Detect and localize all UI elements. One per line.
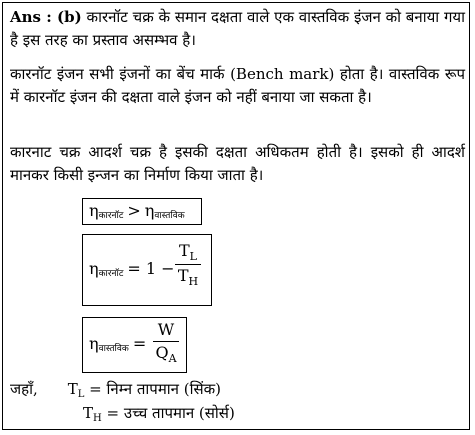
- where-line-1: [10, 378, 221, 403]
- fraction-numerator: W: [157, 320, 175, 339]
- equals-operator: =: [132, 334, 147, 353]
- denominator-subscript: H: [188, 275, 199, 288]
- fraction-bar: [153, 341, 179, 342]
- eta-subscript-carnot: कारनॉट: [98, 269, 124, 279]
- eta-subscript-carnot: कारनॉट: [98, 211, 124, 221]
- where-line-2: [10, 402, 235, 427]
- answer-line-1: कारनॉट चक्र के समान दक्षता वाले एक वास्तविक इंजन को बनाया गया है इस तरह का प्रस्ताव असम्भव है।: [10, 8, 466, 49]
- work-heat-fraction: [153, 320, 179, 365]
- denominator-symbol: Q: [155, 343, 169, 362]
- equation-1: [89, 201, 185, 220]
- eta-subscript-actual: वास्तविक: [98, 344, 129, 354]
- equation-3-lhs: [89, 334, 150, 353]
- eta-symbol: η: [144, 201, 155, 220]
- fraction-numerator: [175, 241, 201, 263]
- greater-than-operator: >: [127, 201, 141, 220]
- eta-symbol: η: [89, 201, 99, 220]
- eta-subscript-actual: वास्तविक: [154, 211, 185, 221]
- fraction-denominator: [175, 266, 201, 288]
- fraction-denominator: [153, 343, 179, 365]
- where-label: जहाँ,: [10, 380, 38, 398]
- denominator-subscript: A: [168, 352, 177, 365]
- answer-paragraph-2: कारनॉट इंजन सभी इंजनों का बेंच मार्क (Bench mark) होता है। वास्तविक रूप में कारनॉट इंजन की दक्षता वाले इंजन को नहीं बनाया जा सकता है।: [10, 65, 465, 106]
- answer-paragraph-3: कारनाट चक्र आदर्श चक्र है इसकी दक्षता अधिकतम होती है। इसको ही आदर्श मानकर किसी इन्जन का निर्माण किया जाता है।: [10, 143, 465, 184]
- equation-2-rhs-prefix: = 1 −: [127, 259, 175, 278]
- fraction-bar: [175, 264, 201, 265]
- denominator-symbol: T: [177, 266, 189, 285]
- equation-box-3: [82, 317, 187, 373]
- low-temperature-symbol: $T_L$: [67, 380, 85, 400]
- eta-symbol: η: [89, 334, 99, 353]
- high-temperature-definition: = उच्च तापमान (सोर्स): [101, 404, 235, 422]
- answer-paragraph-1: [10, 6, 465, 52]
- equation-box-2: [82, 234, 212, 306]
- equation-box-1: [82, 198, 202, 225]
- answer-label: Ans : (b): [10, 8, 82, 26]
- numerator-symbol: T: [179, 241, 190, 260]
- low-temperature-definition: = निम्न तापमान (सिंक): [84, 380, 222, 398]
- eta-symbol: η: [89, 259, 99, 278]
- high-temperature-symbol: $T_H$: [83, 404, 102, 424]
- temperature-ratio-fraction: [175, 241, 201, 288]
- equation-2-lhs: [89, 259, 179, 278]
- numerator-subscript: L: [189, 250, 197, 263]
